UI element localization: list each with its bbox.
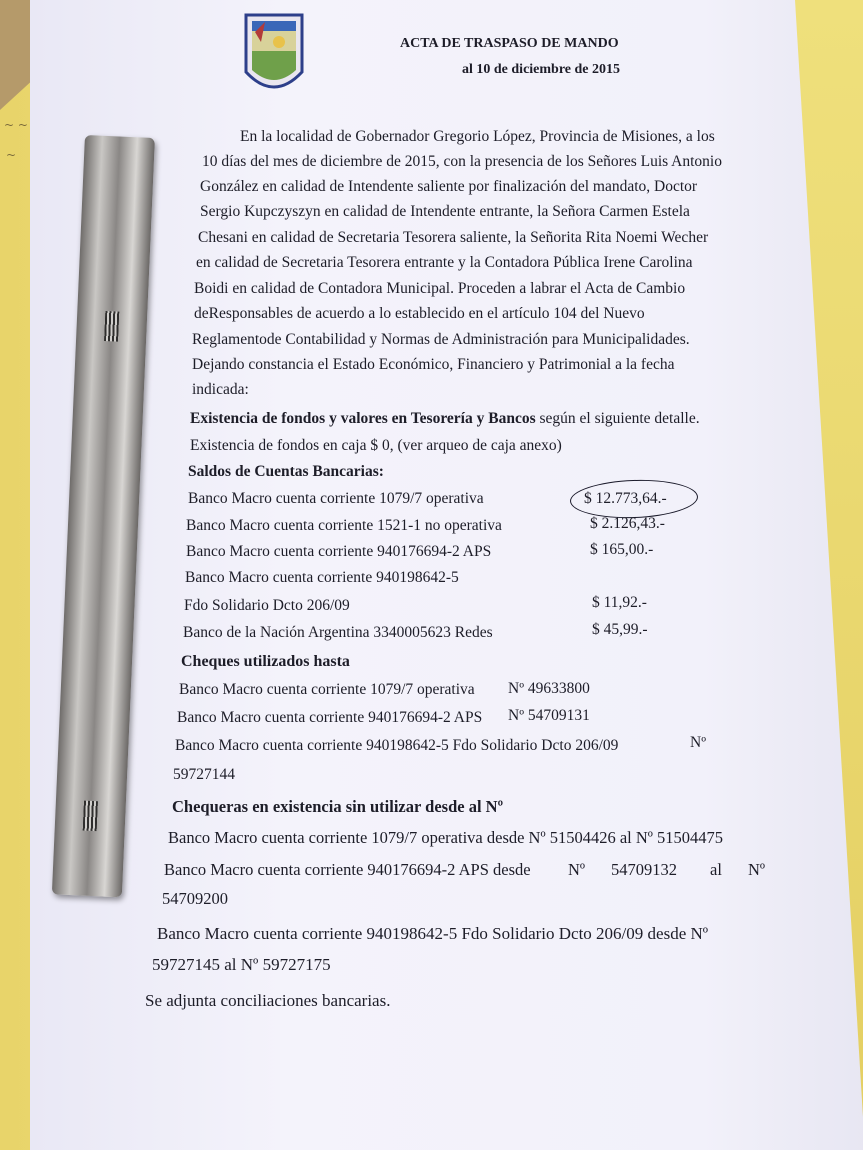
body-line: Sergio Kupczyszyn en calidad de Intendente entrante, la Señora Carmen Estela xyxy=(200,203,690,220)
saldo-label: Banco Macro cuenta corriente 940176694-2 APS xyxy=(186,543,492,560)
saldo-amount: $ 2.126,43.- xyxy=(590,515,665,532)
body-line: en calidad de Secretaria Tesorera entrante y la Contadora Pública Irene Carolina xyxy=(196,254,693,271)
chequera-line: Banco Macro cuenta corriente 940176694-2 APS desde xyxy=(164,860,531,879)
saldo-amount: $ 45,99.- xyxy=(592,621,648,638)
saldo-label: Banco Macro cuenta corriente 1521-1 no operativa xyxy=(186,517,502,534)
handwriting-mark: ~ ~ xyxy=(4,118,28,132)
body-line: En la localidad de Gobernador Gregorio López, Provincia de Misiones, a los xyxy=(240,128,715,145)
chequera-line-wrap: 54709200 xyxy=(162,889,228,908)
chequera-line: al xyxy=(710,860,722,879)
saldo-label: Banco Macro cuenta corriente 940198642-5 xyxy=(185,569,459,586)
document-title: ACTA DE TRASPASO DE MANDO xyxy=(400,36,619,51)
saldo-amount: $ 165,00.- xyxy=(590,541,654,558)
existencia-heading xyxy=(190,410,700,428)
saldo-amount: $ 12.773,64.- xyxy=(584,490,667,507)
chequera-line: Nº xyxy=(568,860,586,879)
body-line: indicada: xyxy=(192,381,249,398)
body-line: Reglamentode Contabilidad y Normas de Administración para Municipalidades. xyxy=(192,331,690,348)
chequera-line: Banco Macro cuenta corriente 940198642-5 Fdo Solidario Dcto 206/09 desde Nº xyxy=(157,924,709,943)
chequera-line: Banco Macro cuenta corriente 1079/7 operativa desde Nº 51504426 al Nº 51504475 xyxy=(168,828,724,847)
cheques-heading: Cheques utilizados hasta xyxy=(181,653,350,670)
chequera-line-wrap: 59727145 al Nº 59727175 xyxy=(152,955,331,974)
cheque-label: Banco Macro cuenta corriente 940176694-2 APS xyxy=(177,709,483,726)
saldo-label: Banco de la Nación Argentina 3340005623 Redes xyxy=(183,624,493,641)
chequera-line: Nº xyxy=(748,860,766,879)
cheque-number: Nº xyxy=(690,734,706,751)
cheque-number-wrap: 59727144 xyxy=(173,766,235,783)
saldos-heading: Saldos de Cuentas Bancarias: xyxy=(188,463,384,480)
body-line: Boidi en calidad de Contadora Municipal. Proceden a labrar el Acta de Cambio xyxy=(194,280,686,297)
document-date: al 10 de diciembre de 2015 xyxy=(462,62,621,77)
saldo-label: Fdo Solidario Dcto 206/09 xyxy=(184,597,350,614)
body-line: deResponsables de acuerdo a lo establecido en el artículo 104 del Nuevo xyxy=(194,305,645,322)
body-line: 10 días del mes de diciembre de 2015, con la presencia de los Señores Luis Antonio xyxy=(202,153,722,170)
cheque-label: Banco Macro cuenta corriente 1079/7 operativa xyxy=(179,681,475,698)
handwritten-circle xyxy=(569,478,698,520)
cheque-number: Nº 49633800 xyxy=(508,680,590,697)
existencia-heading-bold: Existencia de fondos y valores en Tesorería y Bancos xyxy=(190,410,536,427)
saldo-label: Banco Macro cuenta corriente 1079/7 operativa xyxy=(188,490,484,507)
saldo-amount: $ 11,92.- xyxy=(592,594,647,611)
body-line: Dejando constancia el Estado Económico, Financiero y Patrimonial a la fecha xyxy=(192,356,675,373)
body-line: Chesani en calidad de Secretaria Tesorera saliente, la Señorita Rita Noemi Wecher xyxy=(198,229,709,246)
municipal-crest-icon xyxy=(243,12,305,100)
chequera-line: 54709132 xyxy=(611,860,677,879)
footer-note: Se adjunta conciliaciones bancarias. xyxy=(145,991,391,1010)
body-line: González en calidad de Intendente saliente por finalización del mandato, Doctor xyxy=(200,178,698,195)
existencia-heading-rest: según el siguiente detalle. xyxy=(535,410,700,427)
cheque-number: Nº 54709131 xyxy=(508,707,590,724)
existencia-caja: Existencia de fondos en caja $ 0, (ver arqueo de caja anexo) xyxy=(190,437,562,454)
cheque-label: Banco Macro cuenta corriente 940198642-5 Fdo Solidario Dcto 206/09 xyxy=(175,737,619,754)
chequeras-heading: Chequeras en existencia sin utilizar desde al Nº xyxy=(172,797,504,816)
handwriting-mark: ~ xyxy=(6,148,17,162)
